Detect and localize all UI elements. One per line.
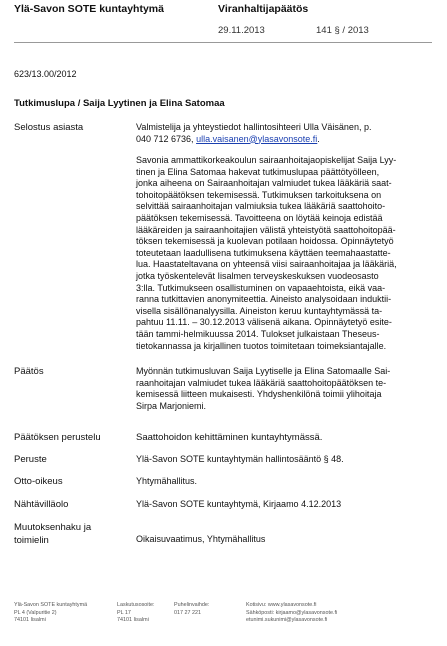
contact-line: Valmistelija ja yhteystiedot hallintosihteeri Ulla Väisänen, p. bbox=[136, 122, 372, 132]
body-line: lääkäreiden ja sairaanhoitajien välistä yhteistyötä saattohoitopää- bbox=[136, 224, 396, 235]
nahtavilla-label: Nähtävilläolo bbox=[14, 499, 69, 510]
paatos-line: raanhoitajan valmiudet tukea lääkäriä saattohoitopäätöksen te- bbox=[136, 377, 387, 388]
footer-phone: Puhelinvaihde: 017 27 221 bbox=[174, 602, 210, 616]
body-line: 3:lla. Tutkimukseen osallistuminen on vapaaehtoista, eikä vaa- bbox=[136, 282, 386, 293]
selostus-label: Selostus asiasta bbox=[14, 122, 84, 133]
email-link[interactable]: ulla.vaisanen@ylasavonsote.fi bbox=[196, 133, 318, 144]
paatos-line: Sirpa Marjoniemi. bbox=[136, 400, 207, 411]
footer-web: Kotisivu: www.ylasavonsote.fi Sähköposti: kirjaamo@ylasavonsote.fi etunimi.sukunimi@ylasavonsote.fi bbox=[246, 602, 338, 623]
body-line: tään tammi-helmikuussa 2014. Tulokset julkaistaan Theseus- bbox=[136, 328, 380, 339]
case-code: 623/13.00/2012 bbox=[14, 69, 77, 79]
body-line: Savonia ammattikorkeakoulun sairaanhoitajaopiskelijat Saija Lyy- bbox=[136, 155, 397, 165]
perustelu-value: Saattohoidon kehittäminen kuntayhtymässä. bbox=[136, 432, 323, 443]
peruste-label: Peruste bbox=[14, 454, 47, 465]
body-line: tohoitopäätöksen tekemisessä. Tutkimuksen tarkoituksena on bbox=[136, 189, 382, 200]
paatos-line: Myönnän tutkimusluvan Saija Lyytiselle ja Elina Satomaalle Sai- bbox=[136, 366, 391, 376]
body-line: pahtuu 11.11. – 30.12.2013 välisenä aikana. Opinnäytetyö esite- bbox=[136, 317, 392, 328]
document-title: Tutkimuslupa / Saija Lyytinen ja Elina Satomaa bbox=[14, 98, 225, 109]
header-doc-type: Viranhaltijapäätös bbox=[218, 3, 309, 15]
body-line: selvittää sairaanhoitajan valmiuksia tukea lääkäriä saattohoito- bbox=[136, 201, 386, 212]
body-line: visella sisällönanalyysilla. Aineiston keruu kuntayhtymässä ta- bbox=[136, 305, 383, 316]
header-number: 141 § / 2013 bbox=[316, 25, 369, 36]
muutoksenhaku-label: Muutoksenhaku ja toimielin bbox=[14, 522, 92, 546]
muutoksenhaku-value: Oikaisuvaatimus, Yhtymähallitus bbox=[136, 534, 266, 544]
header-org: Ylä-Savon SOTE kuntayhtymä bbox=[14, 3, 164, 15]
paatos-label: Päätös bbox=[14, 366, 44, 377]
header-divider bbox=[14, 42, 432, 43]
otto-label: Otto-oikeus bbox=[14, 476, 63, 487]
body-line: tietokannassa ja kirjallinen tuotos toimitetaan toimeksiantajalle. bbox=[136, 340, 387, 351]
nahtavilla-value: Ylä-Savon SOTE kuntayhtymä, Kirjaamo 4.12.2013 bbox=[136, 499, 342, 509]
otto-value: Yhtymähallitus. bbox=[136, 476, 198, 486]
paatos-body bbox=[136, 366, 412, 412]
selostus-body bbox=[136, 155, 412, 352]
body-line: päätöksen tekemisessä. Tavoitteena on löytää keinoja edistää bbox=[136, 212, 383, 223]
contact-info bbox=[136, 122, 412, 145]
body-line: jonka aiheena on Sairaanhoitajan valmiudet tukea lääkäriä saat- bbox=[136, 178, 392, 189]
peruste-value: Ylä-Savon SOTE kuntayhtymän hallintosääntö § 48. bbox=[136, 454, 344, 464]
body-line: toteutetaan laadullisena tutkimuksena käyttäen teemahaastatte- bbox=[136, 247, 391, 258]
body-line: jotka työskentelevät Iisalmen terveyskeskuksen vuodeosasto bbox=[136, 270, 379, 281]
body-line: tinen ja Elina Satomaa hakevat tutkimuslupaa päättötyölleen, bbox=[136, 166, 380, 177]
paatos-line: kemisessä liitteen mukaisesti. Yhdyshenkilönä toimii ylihoitaja bbox=[136, 389, 382, 400]
body-line: töksen tekemisessä ja kuolevan potilaan hoidossa. Opinnäytetyö bbox=[136, 236, 394, 247]
body-line: lua. Haastateltavana on yhteensä viisi sairaanhoitajaa ja lääkäriä, bbox=[136, 259, 397, 270]
contact-line: 040 712 6736, ulla.vaisanen@ylasavonsote.fi. bbox=[136, 133, 320, 144]
footer-address: Ylä-Savon SOTE kuntayhtymä PL 4 (Valpuritie 2) 74101 Iisalmi bbox=[14, 602, 88, 623]
header-date: 29.11.2013 bbox=[218, 25, 265, 36]
perustelu-label: Päätöksen perustelu bbox=[14, 432, 101, 443]
body-line: ranna tutkittavien anonymiteettia. Aineisto analysoidaan induktii- bbox=[136, 294, 392, 305]
footer-billing: Laskutusosoite: PL 17 74101 Iisalmi bbox=[117, 602, 155, 623]
